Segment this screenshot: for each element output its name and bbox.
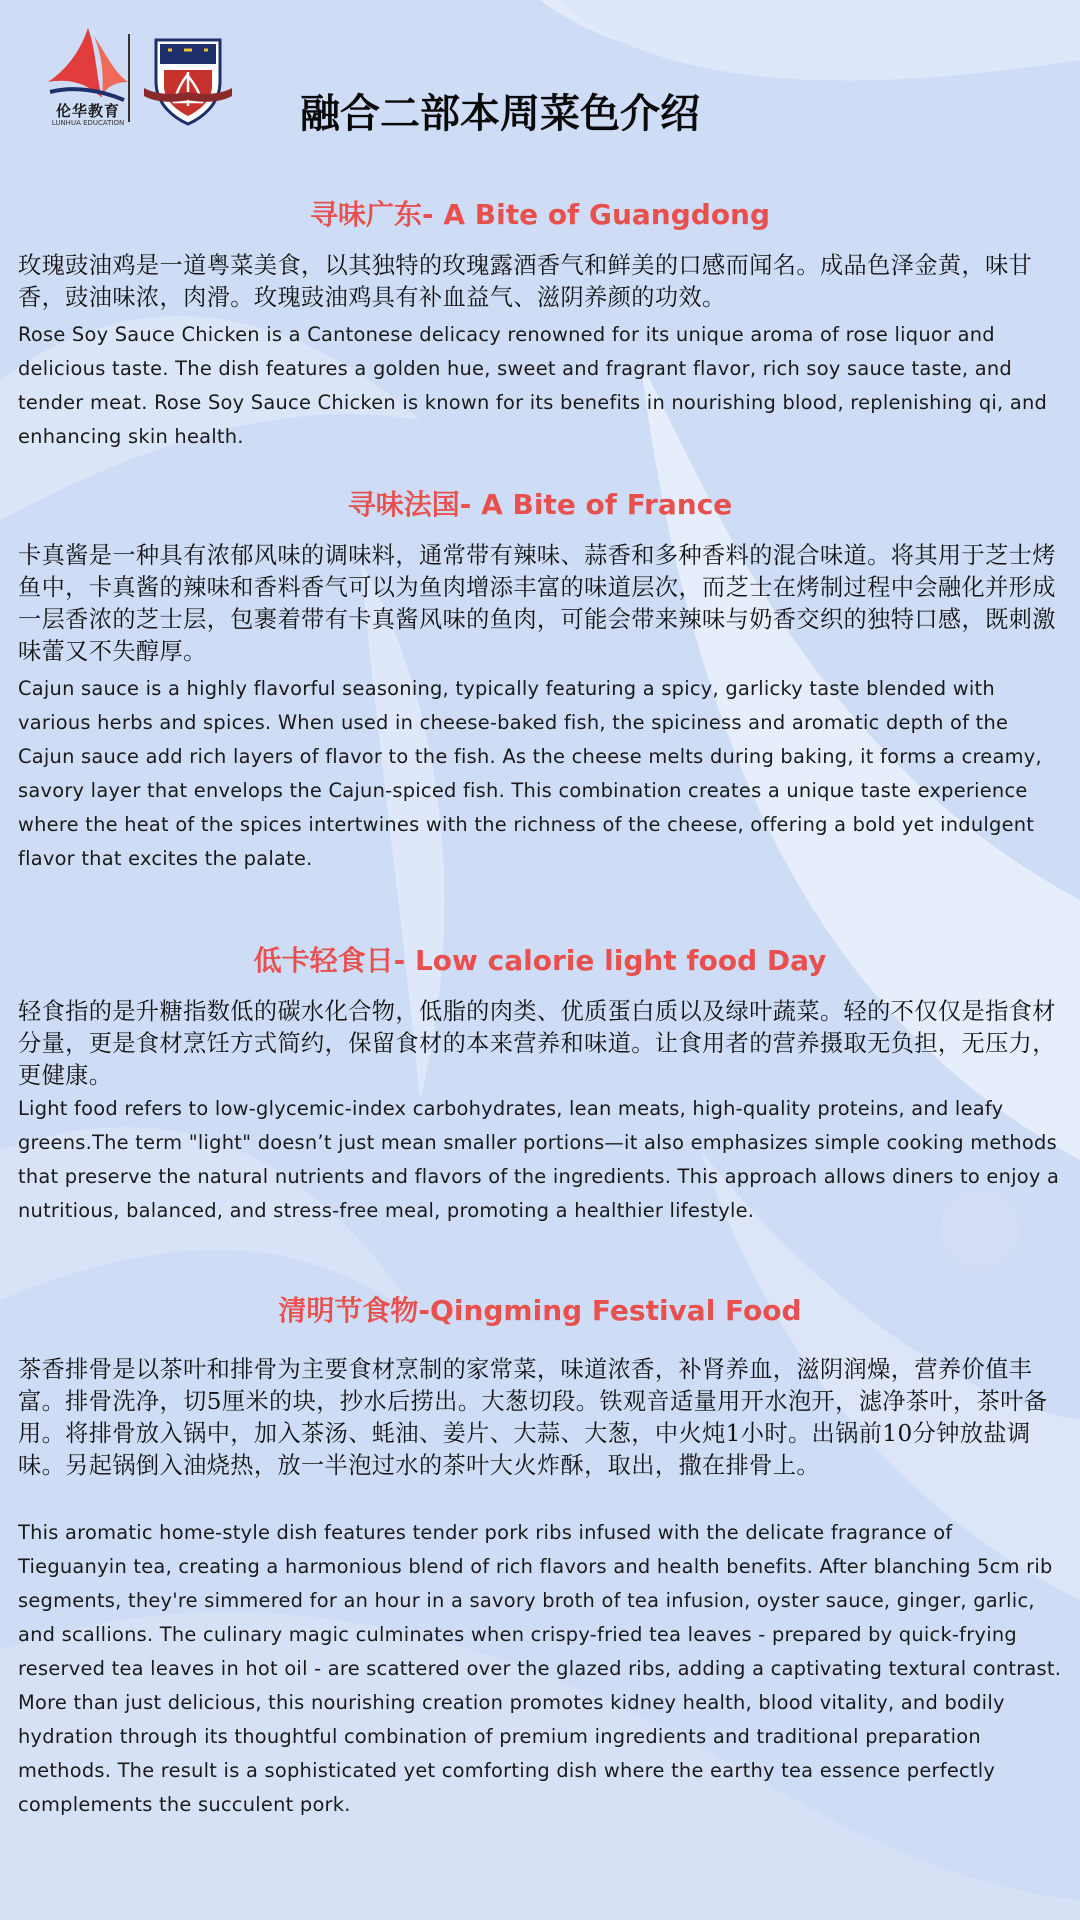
logo-divider [128,34,130,122]
section-france-english-text: Cajun sauce is a highly flavorful seasoning, typically featuring a spicy, garlicky taste blended with various herbs and spices. When used in cheese-baked fish, the spiciness and aromatic depth of the Cajun sauce add rich layers of flavor to the fish. As the cheese melts during baking, it forms a creamy, savory layer that envelops the Cajun-spiced fish. This combination creates a unique taste experience where the heat of the spices intertwines with the richness of the cheese, offering a bold yet indulgent flavor that excites the palate. [18,677,1042,870]
lunhua-logo [38,26,138,126]
page-title: 融合二部本周菜色介绍 [300,91,700,137]
school-crest-icon [138,30,238,130]
section-qingming-chinese-text: 茶香排骨是以茶叶和排骨为主要食材烹制的家常菜，味道浓香，补肾养血，滋阴润燥，营养价值丰富。排骨洗净，切5厘米的块，抄水后捞出。大葱切段。铁观音适量用开水泡开，滤净茶叶，茶叶备用。将排骨放入锅中，加入茶汤、蚝油、姜片、大蒜、大葱，中火炖1小时。出锅前10分钟放盐调味。另起锅倒入油烧热，放一半泡过水的茶叶大火炸酥，取出，撒在排骨上。 [18,1356,1048,1479]
section-guangdong-english-text: Rose Soy Sauce Chicken is a Cantonese delicacy renowned for its unique aroma of rose liquor and delicious taste. The dish features a golden hue, sweet and fragrant flavor, rich soy sauce taste, and tender meat. Rose Soy Sauce Chicken is known for its benefits in nourishing blood, replenishing qi, and enhancing skin health. [18,323,1048,448]
section-heading-france: 寻味法国- A Bite of France [347,488,733,521]
section-heading-qingming: 清明节食物-Qingming Festival Food [278,1294,802,1327]
section-light-food-english-text: Light food refers to low-glycemic-index carbohydrates, lean meats, high-quality proteins, and leafy greens.The term "light" doesn’t just mean smaller portions—it also emphasizes simple cooking methods that preserve the natural nutrients and flavors of the ingredients. This approach allows diners to enjoy a nutritious, balanced, and stress-free meal, promoting a healthier lifestyle. [18,1097,1060,1222]
logo-name: 伦华教育 [55,102,120,120]
section-heading-light-food: 低卡轻食日- Low calorie light food Day [253,944,827,977]
section-light-food-chinese-text: 轻食指的是升糖指数低的碳水化合物，低脂的肉类、优质蛋白质以及绿叶蔬菜。轻的不仅仅是指食材分量，更是食材烹饪方式简约，保留食材的本来营养和味道。让食用者的营养摄取无负担，无压力，更健康。 [18,998,1056,1089]
sail-logo-icon [44,26,132,104]
section-guangdong-chinese-text: 玫瑰豉油鸡是一道粤菜美食，以其独特的玫瑰露酒香气和鲜美的口感而闻名。成品色泽金黄，味甘香，豉油味浓，肉滑。玫瑰豉油鸡具有补血益气、滋阴养颜的功效。 [18,252,1033,311]
section-qingming-english-text: This aromatic home-style dish features tender pork ribs infused with the delicate fragrance of Tieguanyin tea, creating a harmonious blend of rich flavors and health benefits. After blanching 5cm rib segments, they're simmered for an hour in a savory broth of tea infusion, oyster sauce, ginger, garlic, and scallions. The culinary magic culminates when crispy-fried tea leaves - prepared by quick-frying reserved tea leaves in hot oil - are scattered over the glazed ribs, adding a captivating textural contrast. More than just delicious, this nourishing creation promotes kidney health, blood vitality, and bodily hydration through its thoughtful combination of premium ingredients and traditional preparation methods. The result is a sophisticated yet comforting dish where the earthy tea essence perfectly complements the succulent pork. [18,1521,1062,1816]
logo-subtitle: LUNHUA EDUCATION [51,119,125,127]
section-france-chinese-text: 卡真酱是一种具有浓郁风味的调味料，通常带有辣味、蒜香和多种香料的混合味道。将其用于芝士烤鱼中，卡真酱的辣味和香料香气可以为鱼肉增添丰富的味道层次，而芝士在烤制过程中会融化并形成一层香浓的芝士层，包裹着带有卡真酱风味的鱼肉，可能会带来辣味与奶香交织的独特口感，既刺激味蕾又不失醇厚。 [18,542,1056,665]
section-heading-guangdong: 寻味广东- A Bite of Guangdong [309,198,771,231]
header [0,0,1080,160]
